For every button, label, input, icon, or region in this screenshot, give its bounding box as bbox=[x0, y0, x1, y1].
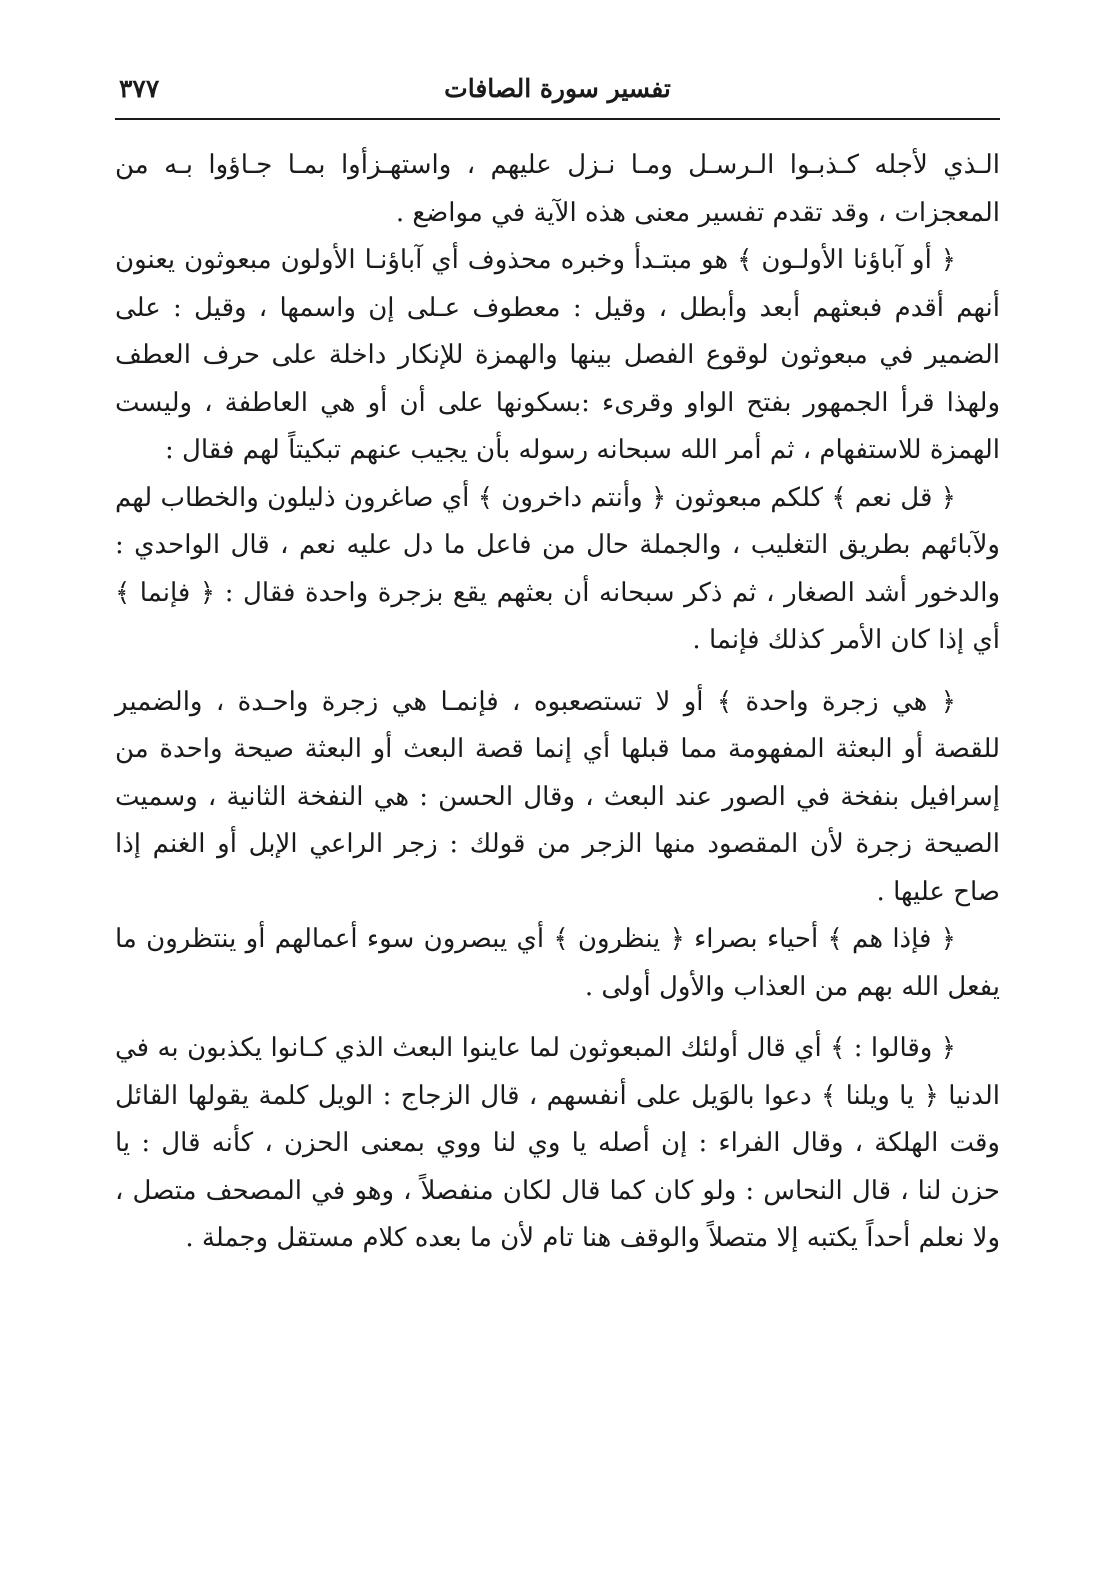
paragraph-3: ﴿ قل نعم ﴾ كلكم مبعوثون ﴿ وأنتم داخرون ﴾ أي صاغرون ذليلون والخطاب لهم ولآبائهم بطريق التغليب ، والجملة حال من فاعل ما دل عليه نعم ، قال الواحدي : والدخور أشد الصغار ، ثم ذكر سبحانه أن بعثهم يقع بزجرة واحدة فقال : ﴿ فإنما ﴾ أي إذا كان الأمر كذلك فإنما . bbox=[115, 482, 1000, 655]
paragraph-4: ﴿ هي زجرة واحدة ﴾ أو لا تستصعبوه ، فإنمـا هي زجرة واحـدة ، والضمير للقصة أو البعثة المفهومة مما قبلها أي إنما قصة البعث أو البعثة صيحة واحدة من إسرافيل بنفخة في الصور عند البعث ، وقال الحسن : هي النفخة الثانية ، وسميت الصيحة زجرة لأن المقصود منها الزجر من قولك : زجر الراعي الإبل أو الغنم إذا صاح عليها . bbox=[115, 686, 1000, 907]
paragraph-1: الـذي لأجله كـذبـوا الـرسـل ومـا نـزل عليهم ، واستهـزأوا بمـا جـاؤوا بـه من المعجزات ، وقد تقدم تفسير معنى هذه الآية في مواضع . bbox=[115, 150, 1000, 228]
document-page bbox=[115, 70, 1000, 1530]
running-title: تفسير سورة الصافات bbox=[444, 74, 671, 103]
paragraph-5: ﴿ فإذا هم ﴾ أحياء بصراء ﴿ ينظرون ﴾ أي يبصرون سوء أعمالهم أو ينتظرون ما يفعل الله بهم من العذاب والأول أولى . bbox=[115, 924, 1000, 1002]
page-number: ٣٧٧ bbox=[119, 74, 160, 103]
document-body bbox=[115, 142, 1000, 1263]
paragraph-6: ﴿ وقالوا : ﴾ أي قال أولئك المبعوثون لما عاينوا البعث الذي كـانوا يكذبون به في الدنيا ﴿ يا ويلنا ﴾ دعوا بالوَيل على أنفسهم ، قال الزجاج : الويل كلمة يقولها القائل وقت الهلكة ، وقال الفراء : إن أصله يا وي لنا ووي بمعنى الحزن ، كأنه قال : يا حزن لنا ، قال النحاس : ولو كان كما قال لكان منفصلاً ، وهو في المصحف متصل ، ولا نعلم أحداً يكتبه إلا متصلاً والوقف هنا تام لأن ما بعده كلام مستقل وجملة . bbox=[115, 1033, 1000, 1253]
page-header bbox=[115, 70, 1000, 120]
paragraph-2: ﴿ أو آباؤنا الأولـون ﴾ هو مبتـدأ وخبره محذوف أي آباؤنـا الأولون مبعوثون يعنون أنهم أقدم فبعثهم أبعد وأبطل ، وقيل : معطوف عـلى إن واسمها ، وقيل : على الضمير في مبعوثون لوقوع الفصل بينها والهمزة للإنكار داخلة على حرف العطف ولهذا قرأ الجمهور بفتح الواو وقرىء :بسكونها على أن أو هي العاطفة ، وليست الهمزة للاستفهام ، ثم أمر الله سبحانه رسوله بأن يجيب عنهم تبكيتاً لهم فقال : bbox=[115, 245, 1001, 465]
